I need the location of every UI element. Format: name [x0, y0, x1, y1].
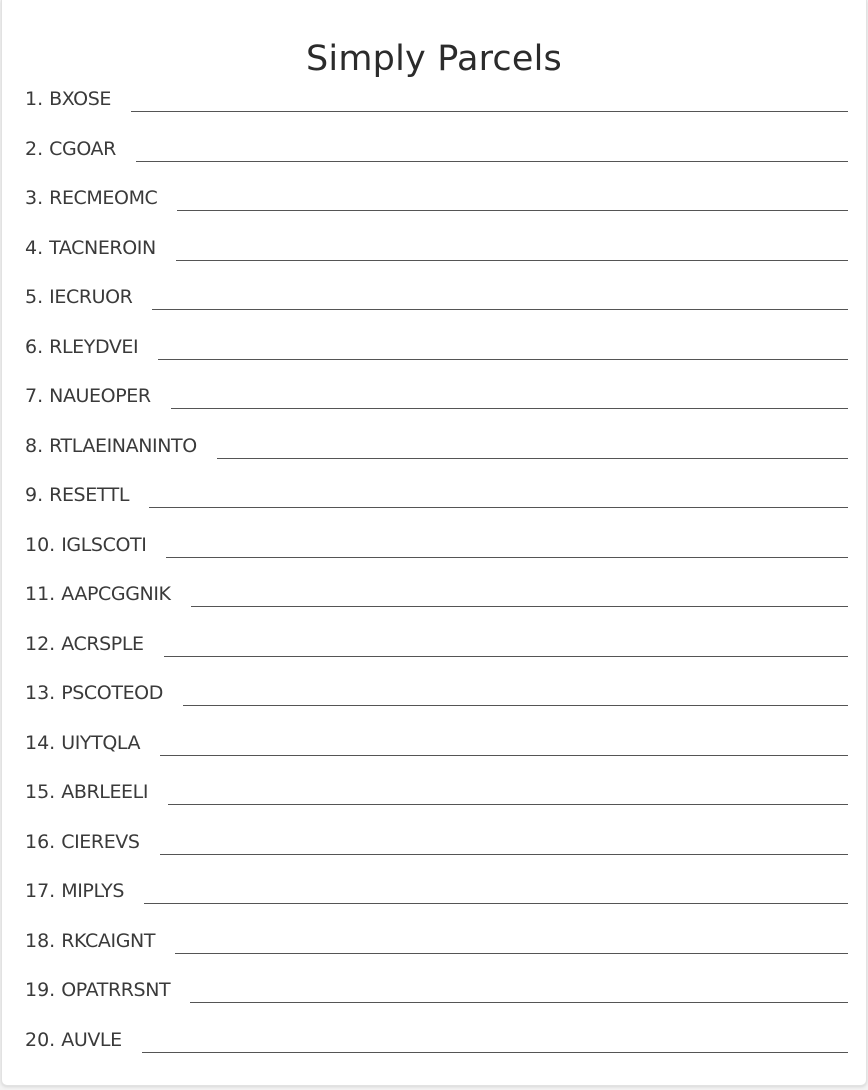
scrambled-word: AUVLE: [61, 1028, 122, 1051]
item-number: 7.: [25, 385, 44, 407]
item-number: 10.: [25, 533, 56, 556]
scrambled-word: OPATRRSNT: [61, 979, 171, 1001]
item-number: 4.: [25, 236, 44, 259]
answer-line: [191, 605, 848, 607]
list-item: [25, 209, 848, 259]
scrambled-word: RTLAEINANINTO: [49, 434, 197, 457]
worksheet: [1, 0, 867, 1086]
scrambled-word: TACNEROIN: [49, 236, 156, 259]
scrambled-word: NAUEOPER: [49, 385, 151, 407]
scrambled-word: AAPCGGNIK: [61, 583, 171, 605]
page-title: Simply Parcels: [306, 39, 562, 80]
list-item: [25, 457, 848, 507]
scrambled-word: IGLSCOTI: [61, 533, 147, 556]
scrambled-word: RLEYDVEI: [49, 335, 139, 358]
list-item: [25, 80, 848, 110]
list-item: [25, 902, 848, 952]
item-number: 18.: [25, 929, 56, 952]
item-number: 14.: [25, 731, 56, 754]
item-number: 8.: [25, 434, 44, 457]
item-number: 1.: [25, 88, 44, 110]
scrambled-word: ACRSPLE: [61, 632, 144, 655]
answer-line: [158, 358, 848, 360]
answer-line: [177, 209, 848, 211]
answer-line: [149, 506, 848, 508]
list-item: [25, 853, 848, 903]
item-number: 2.: [25, 137, 44, 160]
item-number: 12.: [25, 632, 56, 655]
scrambled-word: MIPLYS: [61, 880, 125, 902]
scrambled-word: RESETTL: [49, 484, 130, 506]
scrambled-word-list: [25, 80, 848, 1051]
answer-line: [175, 952, 848, 954]
answer-line: [144, 902, 848, 904]
answer-line: [136, 160, 848, 162]
answer-line: [168, 803, 848, 805]
answer-line: [160, 853, 848, 855]
item-number: 17.: [25, 880, 56, 902]
scrambled-word: ABRLEELI: [61, 781, 149, 803]
scrambled-word: IECRUOR: [49, 286, 133, 308]
item-number: 6.: [25, 335, 44, 358]
item-number: 16.: [25, 830, 56, 853]
list-item: [25, 259, 848, 309]
scrambled-word: RECMEOMC: [49, 187, 158, 209]
list-item: [25, 506, 848, 556]
list-item: [25, 358, 848, 408]
answer-line: [160, 754, 848, 756]
answer-line: [131, 110, 848, 112]
list-item: [25, 754, 848, 804]
answer-line: [164, 655, 848, 657]
list-item: [25, 1001, 848, 1051]
list-item: [25, 952, 848, 1002]
list-item: [25, 308, 848, 358]
list-item: [25, 803, 848, 853]
answer-line: [183, 704, 848, 706]
item-number: 19.: [25, 979, 56, 1001]
list-item: [25, 407, 848, 457]
list-item: [25, 556, 848, 606]
answer-line: [171, 407, 848, 409]
item-number: 20.: [25, 1028, 56, 1051]
scrambled-word: CGOAR: [49, 137, 116, 160]
list-item: [25, 110, 848, 160]
item-number: 3.: [25, 187, 44, 209]
scrambled-word: UIYTQLA: [61, 731, 141, 754]
list-item: [25, 605, 848, 655]
list-item: [25, 160, 848, 210]
scrambled-word: BXOSE: [49, 88, 111, 110]
item-number: 11.: [25, 583, 56, 605]
list-item: [25, 704, 848, 754]
item-number: 15.: [25, 781, 56, 803]
scrambled-word: PSCOTEOD: [61, 682, 163, 704]
answer-line: [142, 1051, 848, 1053]
answer-line: [176, 259, 848, 261]
item-number: 5.: [25, 286, 44, 308]
scrambled-word: CIEREVS: [61, 830, 140, 853]
answer-line: [152, 308, 848, 310]
answer-line: [217, 457, 848, 459]
answer-line: [190, 1001, 848, 1003]
list-item: [25, 655, 848, 705]
answer-line: [166, 556, 848, 558]
scrambled-word: RKCAIGNT: [61, 929, 156, 952]
item-number: 9.: [25, 484, 44, 506]
item-number: 13.: [25, 682, 56, 704]
